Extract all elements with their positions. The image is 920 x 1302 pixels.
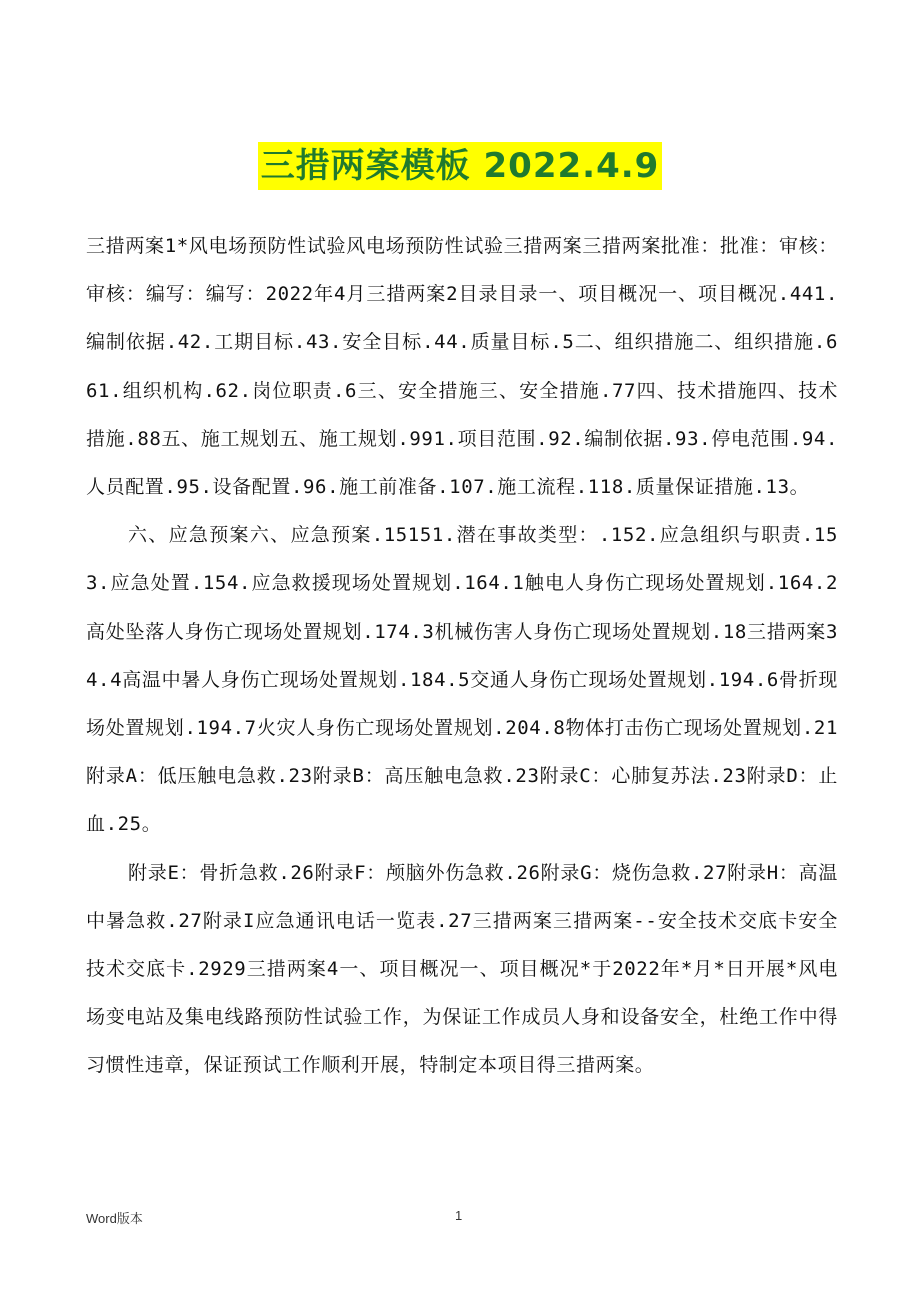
footer-label: Word版本 (86, 1211, 143, 1226)
document-body (86, 222, 838, 1090)
paragraph-1: 三措两案1*风电场预防性试验风电场预防性试验三措两案三措两案批准：批准：审核：审核：编写：编写：2022年4月三措两案2目录目录一、项目概况一、项目概况.441.编制依据.42.工期目标.43.安全目标.44.质量目标.5二、组织措施二、组织措施.661.组织机构.62.岗位职责.6三、安全措施三、安全措施.77四、技术措施四、技术措施.88五、施工规划五、施工规划.991.项目范围.92.编制依据.93.停电范围.94.人员配置.95.设备配置.96.施工前准备.107.施工流程.118.质量保证措施.13。 (86, 235, 838, 499)
page-number: 1 (455, 1208, 463, 1223)
title-block (0, 142, 920, 190)
paragraph-2: 六、应急预案六、应急预案.15151.潜在事故类型：.152.应急组织与职责.153.应急处置.154.应急救援现场处置规划.164.1触电人身伤亡现场处置规划.164.2高处坠落人身伤亡现场处置规划.174.3机械伤害人身伤亡现场处置规划.18三措两案34.4高温中暑人身伤亡现场处置规划.184.5交通人身伤亡现场处置规划.194.6骨折现场处置规划.194.7火灾人身伤亡现场处置规划.204.8物体打击伤亡现场处置规划.21附录A：低压触电急救.23附录B：高压触电急救.23附录C：心肺复苏法.23附录D：止血.25。 (86, 524, 838, 836)
document-title: 三措两案模板 2022.4.9 (258, 142, 663, 190)
paragraph-3: 附录E：骨折急救.26附录F：颅脑外伤急救.26附录G：烧伤急救.27附录H：高温中暑急救.27附录I应急通讯电话一览表.27三措两案三措两案--安全技术交底卡安全技术交底卡.2929三措两案4一、项目概况一、项目概况*于2022年*月*日开展*风电场变电站及集电线路预防性试验工作，为保证工作成员人身和设备安全，杜绝工作中得习惯性违章，保证预试工作顺利开展，特制定本项目得三措两案。 (86, 861, 838, 1077)
